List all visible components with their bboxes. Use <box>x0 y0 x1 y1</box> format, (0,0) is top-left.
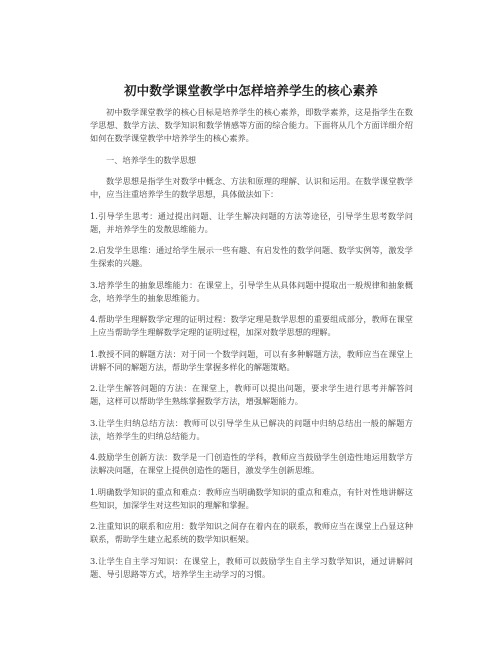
list-item: 1.明确数学知识的重点和难点：教师应当明确数学知识的重点和难点，有针对性地讲解这些知识，加深学生对这些知识的理解和掌握。 <box>90 486 413 510</box>
list-item: 2.注重知识的联系和应用：数学知识之间存在着内在的联系，教师应当在课堂上凸显这种联系，帮助学生建立起系统的数学知识框架。 <box>90 521 413 544</box>
section-heading: 一、培养学生的数学思想 <box>106 154 197 165</box>
list-item: 4.鼓励学生创新方法：数学是一门创造性的学科，教师应当鼓励学生创造性地运用数学方法解决问题，在课堂上提供创造性的题目，激发学生创新思维。 <box>90 452 413 475</box>
list-item: 2.启发学生思维：通过给学生展示一些有趣、有启发性的数学问题、数学实例等，激发学生探索的兴趣。 <box>90 245 413 268</box>
list-item: 1.引导学生思考：通过提出问题、让学生解决问题的方法等途径，引导学生思考数学问题，并培养学生的发散思维能力。 <box>90 210 413 234</box>
document-title: 初中数学课堂教学中怎样培养学生的核心素养 <box>123 83 378 98</box>
list-item: 4.帮助学生理解数学定理的证明过程：数学定理是数学思想的重要组成部分，教师在课堂上应当帮助学生理解数学定理的证明过程，加深对数学思想的理解。 <box>90 314 413 337</box>
list-item: 3.让学生自主学习知识：在课堂上，教师可以鼓励学生自主学习数学知识，通过讲解问题、导引思路等方式，培养学生主动学习的习惯。 <box>90 555 413 579</box>
document-body <box>90 106 413 589</box>
list-item: 2.让学生解答问题的方法：在课堂上，教师可以提出问题，要求学生进行思考并解答问题，这样可以帮助学生熟练掌握数学方法，增强解题能力。 <box>90 383 413 406</box>
list-item: 3.让学生归纳总结方法：教师可以引导学生从已解决的问题中归纳总结出一般的解题方法，培养学生的归纳总结能力。 <box>90 417 413 441</box>
section-intro-paragraph: 数学思想是指学生对数学中概念、方法和原理的理解、认识和运用。在数学课堂教学中，应当注重培养学生的数学思想，具体做法如下： <box>90 176 413 199</box>
intro-paragraph: 初中数学课堂教学的核心目标是培养学生的核心素养，即数学素养，这是指学生在数学思想、数学方法、数学知识和数学情感等方面的综合能力。下面将从几个方面详细介绍如何在数学课堂教学中培养学生的核心素养。 <box>90 107 413 143</box>
list-item: 3.培养学生的抽象思维能力：在课堂上，引导学生从具体问题中提取出一般规律和抽象概念，培养学生的抽象思维能力。 <box>90 279 413 303</box>
list-item: 1.教授不同的解题方法：对于同一个数学问题，可以有多种解题方法，教师应当在课堂上讲解不同的解题方法，帮助学生掌握多样化的解题策略。 <box>90 348 413 372</box>
